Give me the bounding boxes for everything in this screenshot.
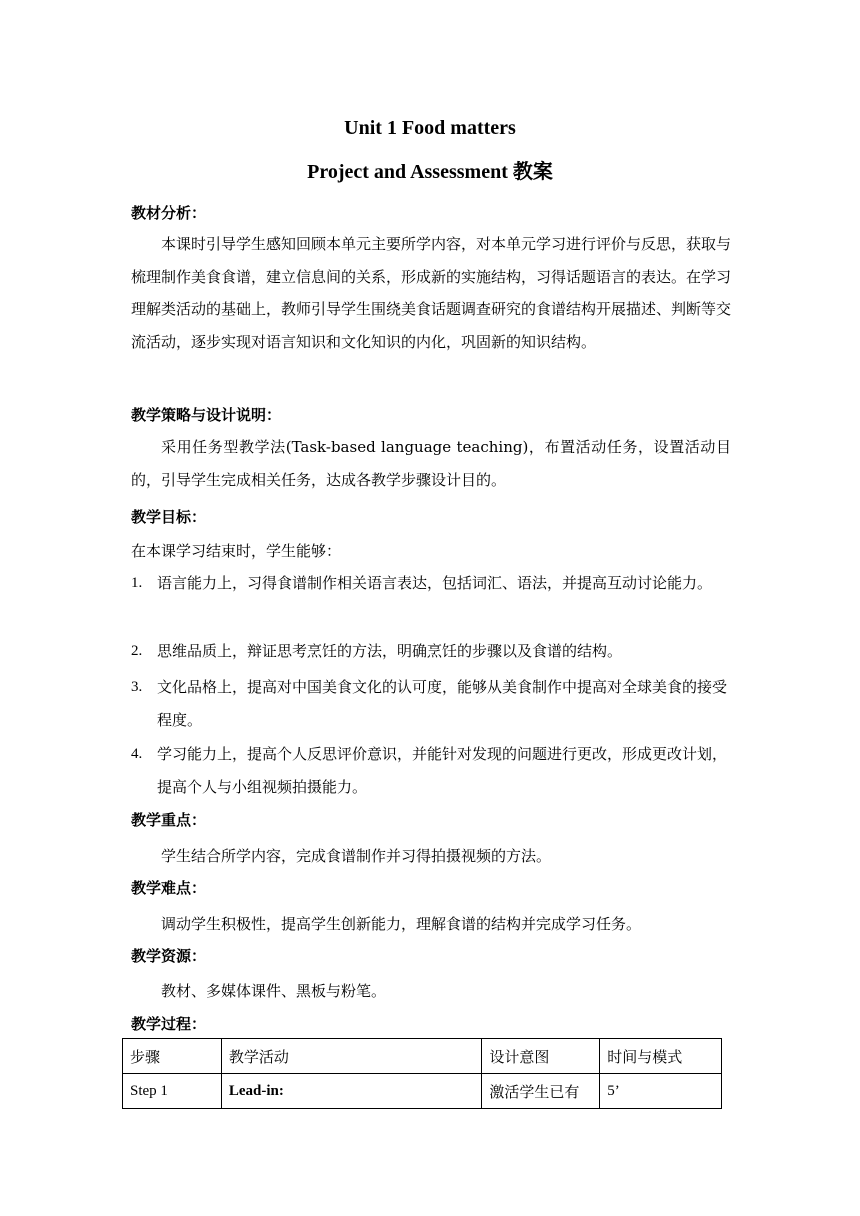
- intent-cell: 激活学生已有: [482, 1074, 600, 1109]
- resources-heading: 教学资源：: [131, 947, 207, 965]
- header-cell-activity: 教学活动: [221, 1039, 482, 1074]
- step-cell: Step 1: [123, 1074, 222, 1109]
- activity-cell: Lead-in:: [221, 1074, 482, 1109]
- strategy-heading: 教学策略与设计说明：: [131, 406, 282, 424]
- objectives-heading: 教学目标：: [131, 508, 207, 526]
- resources-body: 教材、多媒体课件、黑板与粉笔。: [161, 982, 387, 1000]
- difficulties-heading: 教学难点：: [131, 879, 207, 897]
- objective-number: 1.: [131, 575, 143, 591]
- objective-item: [131, 738, 733, 803]
- analysis-body: 本课时引导学生感知回顾本单元主要所学内容，对本单元学习进行评价与反思，获取与梳理制作美食食谱，建立信息间的关系，形成新的实施结构，习得话题语言的表达。在学习理解类活动的基础上，教师引导学生围绕美食话题调查研究的食谱结构开展描述、判断等交流活动，逐步实现对语言知识和文化知识的内化，巩固新的知识结构。: [131, 235, 732, 351]
- time-cell: 5’: [600, 1074, 722, 1109]
- document-subtitle: Project and Assessment 教案: [307, 161, 553, 183]
- objective-number: 3.: [131, 679, 143, 695]
- document-title: Unit 1 Food matters: [344, 117, 516, 139]
- objective-item: [131, 567, 733, 600]
- objective-text: 思维品质上，辩证思考烹饪的方法，明确烹饪的步骤以及食谱的结构。: [157, 642, 623, 660]
- objectives-intro: 在本课学习结束时，学生能够：: [131, 542, 342, 560]
- objective-text: 语言能力上，习得食谱制作相关语言表达，包括词汇、语法，并提高互动讨论能力。: [157, 574, 713, 592]
- table-row: [123, 1074, 722, 1109]
- objective-number: 4.: [131, 746, 143, 762]
- objective-text: 学习能力上，提高个人反思评价意识，并能针对发现的问题进行更改，形成更改计划，提高个人与小组视频拍摄能力。: [157, 745, 728, 796]
- key-points-body: 学生结合所学内容，完成食谱制作并习得拍摄视频的方法。: [161, 847, 552, 865]
- objective-item: [131, 671, 733, 736]
- objective-text: 文化品格上，提高对中国美食文化的认可度，能够从美食制作中提高对全球美食的接受程度。: [157, 678, 728, 729]
- objective-number: 2.: [131, 643, 143, 659]
- key-points-heading: 教学重点：: [131, 811, 207, 829]
- analysis-heading: 教材分析：: [131, 204, 207, 222]
- process-table: [122, 1038, 722, 1109]
- header-cell-intent: 设计意图: [482, 1039, 600, 1074]
- difficulties-body: 调动学生积极性，提高学生创新能力，理解食谱的结构并完成学习任务。: [161, 915, 642, 933]
- process-heading: 教学过程：: [131, 1015, 207, 1033]
- strategy-body: 采用任务型教学法(Task-based language teaching)，布置活动任务，设置活动目的，引导学生完成相关任务，达成各教学步骤设计目的。: [131, 438, 731, 489]
- objective-item: [131, 635, 733, 668]
- header-cell-step: 步骤: [123, 1039, 222, 1074]
- table-header-row: [123, 1039, 722, 1074]
- header-cell-time: 时间与模式: [600, 1039, 722, 1074]
